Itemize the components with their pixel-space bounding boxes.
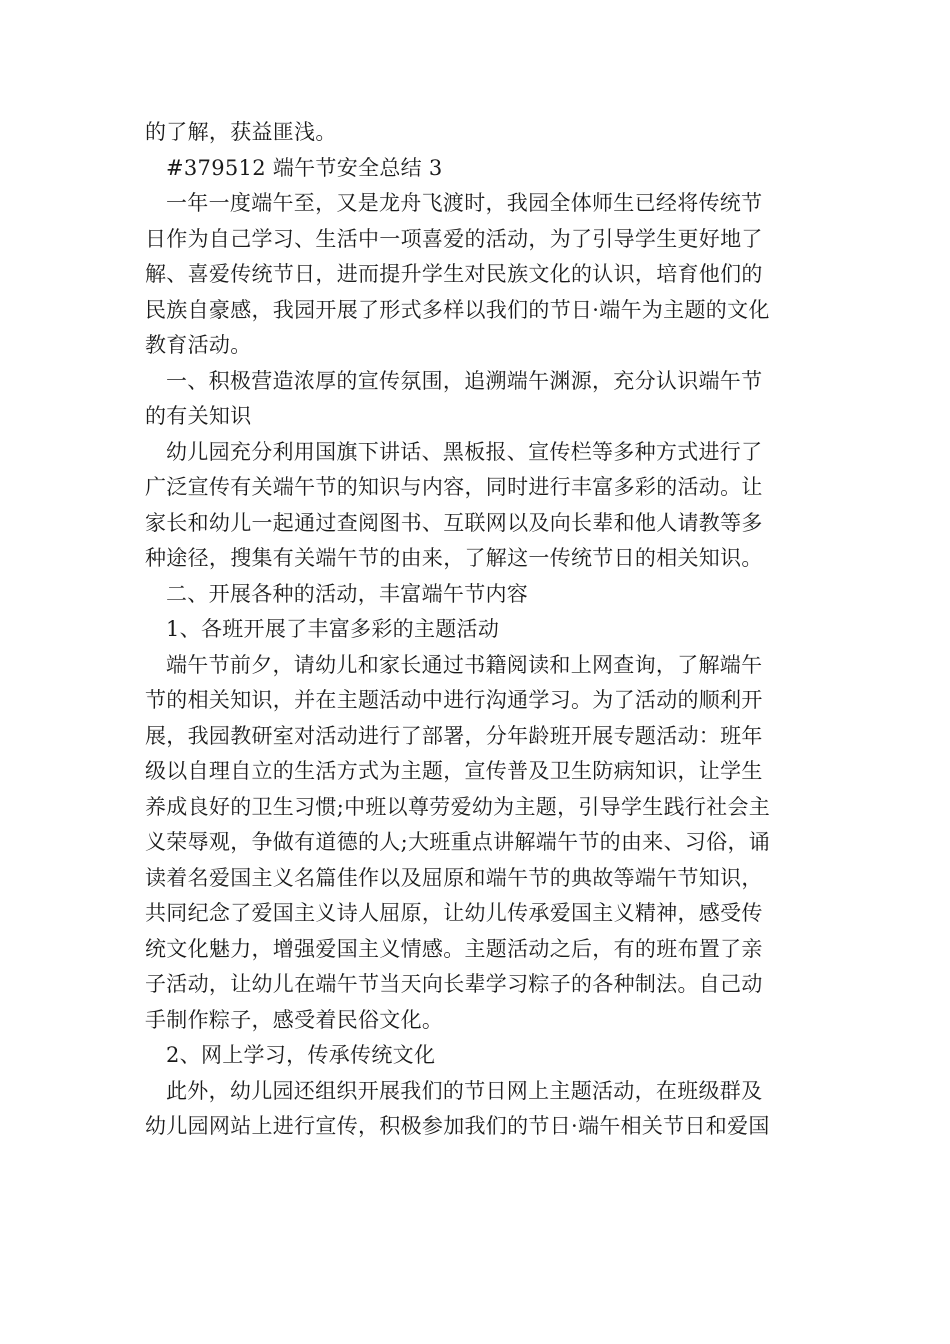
text-line: 级以自理自立的生活方式为主题，宣传普及卫生防病知识，让学生: [145, 759, 763, 783]
section-heading: 二、开展各种的活动，丰富端午节内容: [166, 581, 529, 606]
text-line: 家长和幼儿一起通过查阅图书、互联网以及向长辈和他人请教等多: [145, 510, 763, 535]
text-line: 共同纪念了爱国主义诗人屈原，让幼儿传承爱国主义精神，感受传: [145, 901, 763, 925]
text-line: 义荣辱观，争做有道德的人;大班重点讲解端午节的由来、习俗，诵: [145, 830, 771, 854]
text-line: 种途径，搜集有关端午节的由来，了解这一传统节日的相关知识。: [145, 546, 763, 570]
section-heading: #379512 端午节安全总结 3: [166, 155, 443, 180]
text-line: 养成良好的卫生习惯;中班以尊劳爱幼为主题，引导学生践行社会主: [145, 794, 771, 819]
text-line: 此外，幼儿园还组织开展我们的节日网上主题活动，在班级群及: [166, 1078, 763, 1103]
text-line: 统文化魅力，增强爱国主义情感。主题活动之后，有的班布置了亲: [145, 936, 763, 961]
text-line: 民族自豪感，我园开展了形式多样以我们的节日·端午为主题的文化: [145, 297, 770, 322]
text-line: 解、喜爱传统节日，进而提升学生对民族文化的认识，培育他们的: [145, 262, 763, 286]
text-line: 幼儿园网站上进行宣传，积极参加我们的节日·端午相关节日和爱国: [145, 1114, 770, 1138]
text-line: 一年一度端午至，又是龙舟飞渡时，我园全体师生已经将传统节: [166, 191, 763, 215]
text-line: 子活动，让幼儿在端午节当天向长辈学习粽子的各种制法。自己动: [145, 972, 763, 996]
subsection-heading: 2、网上学习，传承传统文化: [166, 1043, 436, 1067]
text-line: 教育活动。: [145, 333, 252, 357]
text-line: 读着名爱国主义名篇佳作以及屈原和端午节的典故等端午节知识，: [145, 865, 763, 890]
subsection-heading: 1、各班开展了丰富多彩的主题活动: [166, 617, 500, 641]
text-line: 节的相关知识，并在主题活动中进行沟通学习。为了活动的顺利开: [145, 688, 763, 712]
text-line: 的有关知识: [145, 404, 252, 428]
text-line: 手制作粽子，感受着民俗文化。: [145, 1007, 444, 1032]
text-line: 日作为自己学习、生活中一项喜爱的活动，为了引导学生更好地了: [145, 226, 763, 251]
text-line: 的了解，获益匪浅。: [145, 120, 337, 144]
document-body: [145, 115, 810, 1145]
text-line: 端午节前夕，请幼儿和家长通过书籍阅读和上网查询，了解端午: [166, 652, 763, 677]
text-line: 广泛宣传有关端午节的知识与内容，同时进行丰富多彩的活动。让: [145, 475, 763, 499]
section-heading: 一、积极营造浓厚的宣传氛围，追溯端午渊源，充分认识端午节: [166, 368, 763, 393]
text-line: 幼儿园充分利用国旗下讲话、黑板报、宣传栏等多种方式进行了: [166, 439, 763, 464]
text-line: 展，我园教研室对活动进行了部署，分年龄班开展专题活动：班年: [145, 723, 763, 748]
